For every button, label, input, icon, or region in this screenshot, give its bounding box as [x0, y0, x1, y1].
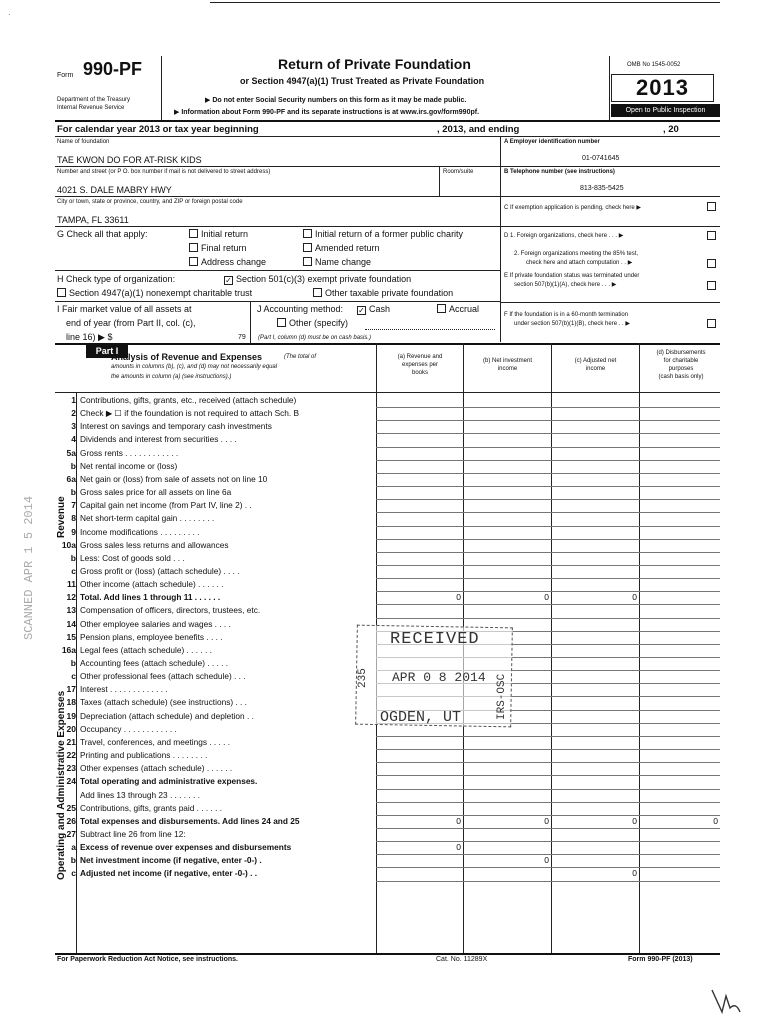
j-note: (Part I, column (d) must be on cash basis.) [258, 335, 372, 341]
row-rule [376, 420, 720, 421]
g-final-return-checkbox[interactable] [189, 243, 198, 252]
cell-col-c[interactable]: 0 [632, 815, 637, 826]
col-d-header-line-3: purposes [668, 366, 694, 372]
row-number: 11 [67, 579, 76, 590]
i-line-3: line 16) ▶ $ [66, 332, 113, 342]
h-4947-checkbox[interactable] [57, 288, 66, 297]
g-initial-former-checkbox[interactable] [303, 229, 312, 238]
col-a-header-line-2: expenses per [401, 362, 439, 368]
row-number: 10a [61, 539, 76, 550]
form-subtitle: or Section 4947(a)(1) Trust Treated as Private Foundation [240, 76, 485, 86]
row-rule [376, 867, 720, 868]
street-address[interactable]: 4021 S. DALE MABRY HWY [57, 185, 172, 195]
e-label-a: E If private foundation status was terminated under [504, 273, 640, 279]
row-number: 27 [66, 828, 76, 839]
col-b-header-line-2: income [497, 366, 518, 372]
col-a-header-line-1: (a) Revenue and [397, 354, 443, 360]
footer-rule [55, 953, 720, 955]
g-amended-return[interactable] [303, 243, 380, 253]
row-label: Net short-term capital gain . . . . . . . . [80, 513, 215, 524]
row-label: Other income (attach schedule) . . . . . . [80, 579, 224, 590]
row-rule [376, 736, 720, 737]
row-number: 23 [66, 763, 76, 774]
part1-desc-2: amounts in columns (b), (c), and (d) may not necessarily equal [111, 364, 278, 370]
d2-checkbox[interactable] [707, 259, 716, 268]
row-rule [376, 775, 720, 776]
j-cash-label: Cash [369, 304, 391, 314]
part1-header-rule [55, 392, 720, 393]
exemption-pending-checkbox[interactable] [707, 202, 716, 211]
col-a-header-line-3: books [411, 370, 428, 376]
row-rule [376, 460, 720, 461]
part1-desc-3: the amounts in column (a) (see instructions).) [111, 374, 232, 380]
row-label: Capital gain net income (from Part IV, line 2) . . [80, 500, 252, 511]
row-label: Printing and publications . . . . . . . . [80, 750, 208, 761]
row-number: 2 [71, 408, 76, 419]
row-number: 26 [66, 815, 76, 826]
side-label-revenue: Revenue [56, 496, 67, 538]
row-rule [376, 762, 720, 763]
g-amended-return-checkbox[interactable] [303, 243, 312, 252]
f-label-b: under section 507(b)(1)(B), check here . . ▶ [514, 321, 630, 327]
part1-title: Analysis of Revenue and Expenses [111, 352, 263, 362]
row-rule [376, 802, 720, 803]
received-stamp-code-left: 235 [357, 668, 369, 688]
j-accrual-checkbox[interactable] [437, 304, 446, 313]
col-divider-d [639, 343, 640, 953]
col-d-header-line-2: for charitable [663, 358, 699, 364]
row-label: Net gain or (loss) from sale of assets not on line 10 [80, 473, 268, 484]
side-divider [76, 392, 77, 953]
j-other-label: Other (specify) [289, 318, 349, 328]
received-stamp-date: APR 0 8 2014 [392, 670, 486, 685]
row-number: b [70, 487, 76, 498]
row-label: Legal fees (attach schedule) . . . . . . [80, 644, 212, 655]
row-number: b [70, 460, 76, 471]
g-address-change[interactable] [189, 257, 266, 267]
row-label: Gross sales price for all assets on line 6a [80, 487, 232, 498]
g-rule [55, 270, 500, 271]
calendar-year-mid: , 2013, and ending [437, 124, 520, 135]
footer-form-ref: Form 990-PF (2013) [628, 956, 693, 963]
info-notice: ▶ Information about Form 990-PF and its separate instructions is at www.irs.gov/form990pf. [174, 109, 480, 116]
calendar-year-label: For calendar year 2013 or tax year beginning [57, 124, 259, 135]
department-line-2: Internal Revenue Service [57, 105, 125, 111]
h-label: H Check type of organization: [57, 274, 176, 284]
row-rule [376, 881, 720, 882]
h-4947-label: Section 4947(a)(1) nonexempt charitable trust [69, 288, 253, 298]
row-label: Total operating and administrative expenses. [80, 776, 258, 787]
row-label: Interest . . . . . . . . . . . . . [80, 684, 168, 695]
row-number: 24 [66, 776, 76, 787]
row-number: 22 [66, 750, 76, 761]
j-accrual-label: Accrual [449, 304, 480, 314]
g-label: G Check all that apply: [57, 229, 148, 239]
footer-paperwork: For Paperwork Reduction Act Notice, see instructions. [57, 956, 238, 963]
row-label: Occupancy . . . . . . . . . . . . [80, 723, 177, 734]
row-label: Pension plans, employee benefits . . . . [80, 631, 223, 642]
g-initial-return-label: Initial return [201, 229, 249, 239]
row-rule [376, 578, 720, 579]
g-final-return-label: Final return [201, 243, 247, 253]
e-rule [500, 302, 720, 303]
j-other-line [365, 329, 495, 330]
row-label: Other employee salaries and wages . . . . [80, 618, 231, 629]
f-checkbox[interactable] [707, 319, 716, 328]
header-bottom-rule [55, 120, 720, 122]
city-label: City or town, state or province, country, and ZIP or foreign postal code [57, 199, 243, 205]
row-rule [376, 512, 720, 513]
cell-col-a[interactable]: 0 [456, 592, 461, 603]
d1-label: D 1. Foreign organizations, check here . . . ▶ [504, 233, 624, 239]
row-label: Check ▶ ☐ if the foundation is not required to attach Sch. B [80, 408, 300, 419]
i-line-2: end of year (from Part II, col. (c), [66, 318, 196, 328]
g-address-change-checkbox[interactable] [189, 257, 198, 266]
col-d-header-line-1: (d) Disbursements [656, 350, 706, 356]
row-label: Adjusted net income (if negative, enter -0-) . . [80, 868, 258, 879]
calendar-rule [55, 136, 720, 137]
h-rule [55, 301, 500, 302]
row-number: 14 [66, 618, 76, 629]
col-d-header-line-4: (cash basis only) [658, 374, 704, 380]
ssn-notice: ▶ Do not enter Social Security numbers on this form as it may be made public. [205, 97, 467, 104]
j-other[interactable] [277, 318, 348, 328]
row-rule [376, 604, 720, 605]
margin-mark: · [8, 10, 11, 19]
exemption-pending-label: C If exemption application is pending, check here ▶ [504, 205, 642, 211]
row-label: Travel, conferences, and meetings . . . . . [80, 736, 231, 747]
h-other-taxable[interactable] [313, 288, 453, 298]
g-name-change-checkbox[interactable] [303, 257, 312, 266]
row-label: Contributions, gifts, grants paid . . . . . . [80, 802, 223, 813]
row-number: 18 [66, 697, 76, 708]
row-label: Taxes (attach schedule) (see instructions) . . . [80, 697, 247, 708]
row-number: 6a [66, 473, 76, 484]
col-d-header [641, 349, 721, 381]
received-stamp-title: RECEIVED [390, 630, 480, 649]
name-rule [55, 166, 720, 167]
row-number: 19 [66, 710, 76, 721]
cell-col-b[interactable]: 0 [544, 815, 549, 826]
row-rule [376, 407, 720, 408]
row-rule [376, 447, 720, 448]
g-initial-return-checkbox[interactable] [189, 229, 198, 238]
row-rule [376, 539, 720, 540]
row-rule [376, 789, 720, 790]
cell-col-d[interactable]: 0 [713, 815, 718, 826]
row-label: Net rental income or (loss) [80, 460, 178, 471]
form-word: Form [57, 72, 74, 79]
g-initial-former[interactable] [303, 229, 463, 239]
e-label-b: section 507(b)(1)(A), check here . . . ▶ [514, 282, 617, 288]
received-stamp-city: OGDEN, UT [380, 709, 462, 726]
col-divider-c [551, 343, 552, 953]
ein-value[interactable]: 01-0741645 [582, 155, 620, 162]
g-initial-former-label: Initial return of a former public charity [315, 229, 464, 239]
j-cash[interactable] [357, 304, 390, 315]
g-initial-return[interactable] [189, 229, 248, 239]
row-number: 15 [66, 631, 76, 642]
d1-checkbox[interactable] [707, 231, 716, 240]
part1-tag: Part I [86, 345, 128, 358]
row-label: Accounting fees (attach schedule) . . . . . [80, 658, 229, 668]
row-number: c [71, 671, 76, 682]
j-accrual[interactable] [437, 304, 479, 314]
row-number: a [71, 842, 76, 853]
city-rule [55, 226, 500, 227]
row-label: Compensation of officers, directors, trustees, etc. [80, 605, 261, 616]
header-divider-left [161, 56, 162, 120]
foundation-name[interactable]: TAE KWON DO FOR AT-RISK KIDS [57, 155, 202, 165]
row-rule [376, 433, 720, 434]
row-rule [376, 749, 720, 750]
row-rule [376, 828, 720, 829]
row-rule [376, 618, 720, 619]
row-label: Other professional fees (attach schedule) . . . [80, 671, 246, 682]
top-rule [210, 2, 720, 3]
col-b-header [465, 357, 550, 373]
row-number: 21 [66, 736, 76, 747]
row-label: Gross sales less returns and allowances [80, 539, 229, 550]
row-label: Contributions, gifts, grants, etc., received (attach schedule) [80, 395, 297, 405]
i-line-1: I Fair market value of all assets at [57, 304, 192, 314]
side-label-expenses: Operating and Administrative Expenses [56, 690, 67, 880]
row-number: 25 [66, 802, 76, 813]
c-rule [500, 226, 720, 227]
row-number: 3 [71, 421, 76, 432]
row-rule [376, 526, 720, 527]
row-label: Net investment income (if negative, enter -0-) . [80, 855, 262, 866]
room-suite-label: Room/suite [443, 169, 474, 175]
row-label: Total. Add lines 1 through 11 . . . . . . [80, 592, 221, 603]
corner-scribble-icon [706, 982, 746, 1022]
department-line-1: Department of the Treasury [57, 97, 131, 103]
cell-col-b[interactable]: 0 [544, 592, 549, 603]
row-label: Gross profit or (loss) (attach schedule) . . . . [80, 565, 240, 576]
row-number: 8 [71, 513, 76, 524]
j-other-checkbox[interactable] [277, 318, 286, 327]
row-label: Interest on savings and temporary cash investments [80, 421, 272, 432]
received-stamp-code-right: IRS-OSC [496, 673, 508, 720]
row-rule [376, 565, 720, 566]
street-label: Number and street (or P O. box number if mail is not delivered to street address) [57, 169, 271, 175]
cell-col-a[interactable]: 0 [456, 815, 461, 826]
h-other-taxable-label: Other taxable private foundation [325, 288, 454, 298]
row-number: c [71, 868, 76, 879]
row-label: Depreciation (attach schedule) and depletion . . [80, 710, 254, 721]
row-number: 5a [66, 447, 76, 458]
col-b-header-line-1: (b) Net investment [482, 358, 533, 364]
row-label: Total expenses and disbursements. Add lines 24 and 25 [80, 815, 300, 826]
col-c-header [553, 357, 638, 373]
h-501c3-label: Section 501(c)(3) exempt private foundation [236, 274, 412, 284]
row-label: Dividends and interest from securities . . . . [80, 434, 237, 445]
col-c-header-line-1: (c) Adjusted net [574, 358, 617, 364]
row-number: 20 [66, 723, 76, 734]
part1-top-rule [55, 343, 720, 345]
row-number: 4 [71, 434, 76, 445]
row-number: 12 [66, 592, 76, 603]
cell-col-c[interactable]: 0 [632, 592, 637, 603]
g-final-return[interactable] [189, 243, 247, 253]
row-number: 9 [71, 526, 76, 537]
row-label: Add lines 13 through 23 . . . . . . . [80, 789, 200, 800]
row-number: c [71, 565, 76, 576]
g-name-change-label: Name change [315, 257, 372, 267]
row-number: 7 [71, 500, 76, 511]
h-4947[interactable] [57, 288, 252, 298]
h-501c3[interactable] [224, 274, 411, 285]
h-other-taxable-checkbox[interactable] [313, 288, 322, 297]
row-number: 16a [61, 644, 76, 655]
street-rule [55, 196, 720, 197]
cell-col-a[interactable]: 0 [456, 842, 461, 853]
row-number: 1 [71, 395, 76, 405]
row-label: Other expenses (attach schedule) . . . . . . [80, 763, 233, 774]
row-rule [376, 499, 720, 500]
row-rule [376, 486, 720, 487]
public-inspection-badge: Open to Public Inspection [611, 104, 720, 117]
e-checkbox[interactable] [707, 281, 716, 290]
fair-market-value[interactable]: 79 [238, 334, 246, 341]
row-label: Excess of revenue over expenses and disbursements [80, 842, 292, 853]
j-cash-checkbox[interactable]: ✓ [358, 306, 365, 315]
row-number: 17 [66, 684, 76, 695]
ein-label: A Employer identification number [504, 139, 600, 145]
omb-number: OMB No 1545-0052 [627, 62, 681, 68]
calendar-year-end: , 20 [663, 124, 679, 135]
row-number: b [70, 552, 76, 563]
cell-col-b[interactable]: 0 [544, 855, 549, 866]
col-c-header-line-2: income [585, 366, 606, 372]
j-label: J Accounting method: [257, 304, 344, 314]
g-name-change[interactable] [303, 257, 371, 267]
room-suite-divider [439, 166, 440, 196]
row-label: Gross rents . . . . . . . . . . . . [80, 447, 179, 458]
footer-cat-no: Cat. No. 11289X [436, 956, 488, 963]
margin-scan-stamp: SCANNED APR 1 5 2014 [22, 495, 36, 640]
row-number: b [70, 855, 76, 866]
row-label: Income modifications . . . . . . . . . [80, 526, 200, 537]
d2-label-b: check here and attach computation . . ▶ [526, 260, 633, 266]
g-amended-return-label: Amended return [315, 243, 380, 253]
row-rule [376, 552, 720, 553]
h-501c3-checkbox[interactable]: ✓ [225, 276, 232, 285]
d2-label-a: 2. Foreign organizations meeting the 85% test, [514, 251, 639, 257]
row-number: 13 [66, 605, 76, 616]
tax-year: 2013 [611, 74, 714, 102]
foundation-name-label: Name of foundation [57, 139, 110, 145]
row-label: Subtract line 26 from line 12: [80, 828, 186, 839]
part1-desc-1: (The total of [284, 354, 317, 360]
row-label: Less: Cost of goods sold . . . [80, 552, 185, 563]
header-divider-right [609, 56, 610, 120]
city-value[interactable]: TAMPA, FL 33611 [57, 215, 129, 225]
row-rule [376, 473, 720, 474]
cell-col-c[interactable]: 0 [632, 868, 637, 879]
i-j-divider [250, 301, 251, 344]
phone-value[interactable]: 813-835-5425 [580, 185, 624, 192]
phone-label: B Telephone number (see instructions) [504, 169, 615, 175]
form-title: Return of Private Foundation [278, 56, 471, 72]
col-a-header [378, 353, 462, 377]
row-number: b [70, 658, 76, 668]
g-address-change-label: Address change [201, 257, 267, 267]
f-label-a: F If the foundation is in a 60-month termination [504, 312, 629, 318]
form-number: 990-PF [83, 59, 143, 79]
